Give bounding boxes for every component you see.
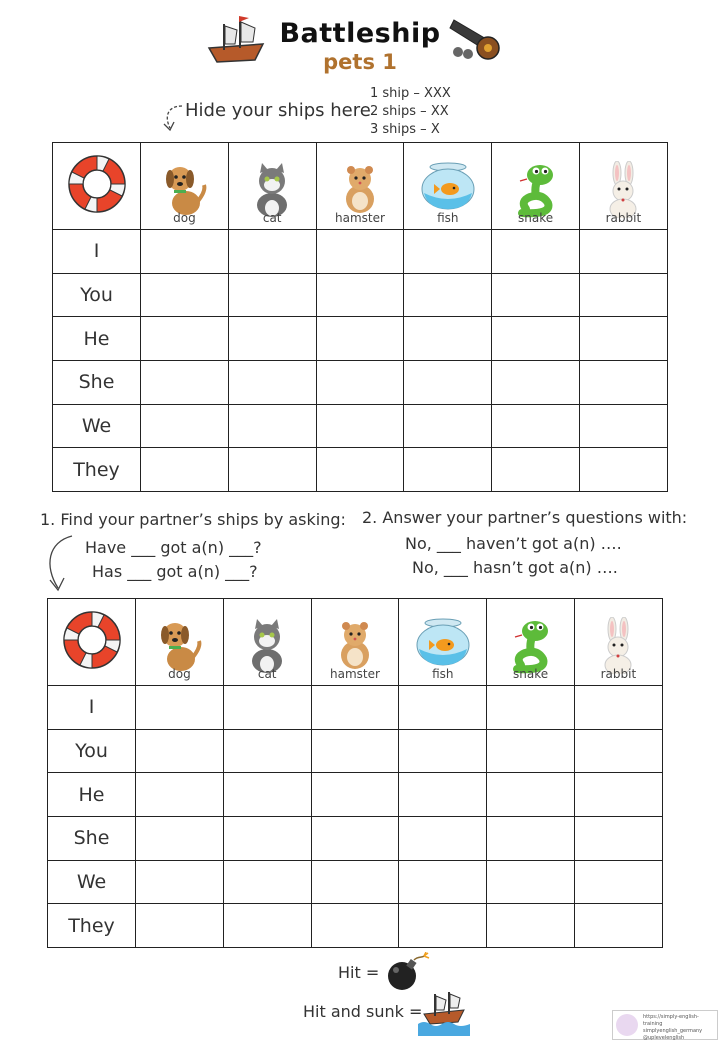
column-header-hamster: [316, 143, 404, 230]
grid-cell[interactable]: [404, 404, 492, 448]
pronoun-label: We: [53, 404, 141, 448]
grid-cell[interactable]: [136, 686, 224, 730]
logo-line-2: simplyenglish_germany: [643, 1028, 703, 1034]
column-header-rabbit: [574, 599, 662, 686]
hide-ships-label: Hide your ships here: [185, 100, 371, 121]
answer-hasnt: No, ___ hasn’t got a(n) ….: [412, 558, 618, 577]
grid-cell[interactable]: [492, 230, 580, 274]
logo-line-1: https://simply-english-training: [643, 1014, 699, 1027]
grid-cell[interactable]: [579, 230, 667, 274]
grid-cell[interactable]: [311, 860, 399, 904]
table-row: [48, 686, 663, 730]
grid-cell[interactable]: [316, 404, 404, 448]
grid-cell[interactable]: [487, 817, 575, 861]
pet-label: snake: [513, 667, 549, 681]
grid-cell[interactable]: [487, 773, 575, 817]
grid-cell[interactable]: [141, 230, 229, 274]
hit-label: Hit =: [338, 963, 380, 982]
column-header-cat: [228, 143, 316, 230]
grid-cell[interactable]: [404, 361, 492, 405]
grid-cell[interactable]: [136, 773, 224, 817]
grid-cell[interactable]: [316, 273, 404, 317]
grid-cell[interactable]: [399, 860, 487, 904]
grid-cell[interactable]: [574, 860, 662, 904]
grid-cell[interactable]: [404, 273, 492, 317]
pronoun-label: She: [53, 361, 141, 405]
grid-cell[interactable]: [487, 686, 575, 730]
snake-icon: [487, 611, 574, 674]
logo-badge-icon: [616, 1014, 638, 1036]
grid-cell[interactable]: [399, 817, 487, 861]
grid-cell[interactable]: [223, 729, 311, 773]
grid-cell[interactable]: [399, 729, 487, 773]
grid-cell[interactable]: [492, 317, 580, 361]
table-row: [48, 729, 663, 773]
instruction-find: 1. Find your partner’s ships by asking:: [40, 510, 346, 529]
grid-cell[interactable]: [223, 686, 311, 730]
grid-cell[interactable]: [487, 860, 575, 904]
pronoun-label: She: [48, 817, 136, 861]
column-header-fish: [404, 143, 492, 230]
grid-cell[interactable]: [574, 686, 662, 730]
cat-icon: [224, 611, 311, 674]
life-ring-icon: [53, 143, 141, 230]
table-row: [53, 230, 668, 274]
column-header-dog: [141, 143, 229, 230]
battleship-table-1: [52, 142, 668, 492]
grid-cell[interactable]: [574, 773, 662, 817]
grid-cell[interactable]: [404, 230, 492, 274]
life-ring-icon: [48, 599, 136, 686]
table-row: [53, 404, 668, 448]
pet-label: rabbit: [600, 667, 637, 681]
pronoun-label: I: [53, 230, 141, 274]
grid-cell[interactable]: [311, 817, 399, 861]
pronoun-label: You: [48, 729, 136, 773]
grid-cell[interactable]: [404, 448, 492, 492]
dog-icon: [136, 611, 223, 674]
legend-line-3: 3 ships – X: [370, 122, 440, 137]
snake-icon: [492, 155, 579, 218]
battleship-table-2: [47, 598, 663, 948]
grid-cell[interactable]: [228, 273, 316, 317]
grid-cell[interactable]: [136, 904, 224, 948]
grid-cell[interactable]: [141, 361, 229, 405]
column-header-rabbit: [579, 143, 667, 230]
column-header-cat: [223, 599, 311, 686]
grid-cell[interactable]: [311, 686, 399, 730]
grid-cell[interactable]: [492, 448, 580, 492]
dog-icon: [141, 155, 228, 218]
column-header-hamster: [311, 599, 399, 686]
grid-cell[interactable]: [228, 404, 316, 448]
grid-cell[interactable]: [136, 860, 224, 904]
column-header-fish: [399, 599, 487, 686]
grid-cell[interactable]: [492, 273, 580, 317]
grid-cell[interactable]: [223, 773, 311, 817]
instruction-answer: 2. Answer your partner’s questions with:: [362, 508, 688, 527]
fishbowl-icon: [404, 155, 491, 218]
pronoun-label: He: [53, 317, 141, 361]
pet-label: dog: [173, 211, 196, 225]
question-has: Has ___ got a(n) ___?: [92, 562, 258, 581]
sinking-ship-icon: [418, 988, 470, 1040]
table-row: [48, 860, 663, 904]
cat-icon: [229, 155, 316, 218]
grid-cell[interactable]: [141, 404, 229, 448]
grid-cell[interactable]: [228, 361, 316, 405]
hamster-icon: [317, 155, 404, 218]
grid-cell[interactable]: [579, 404, 667, 448]
table-row: [48, 817, 663, 861]
column-header-dog: [136, 599, 224, 686]
pet-label: fish: [437, 211, 459, 225]
answer-havent: No, ___ haven’t got a(n) ….: [405, 534, 622, 553]
grid-cell[interactable]: [574, 729, 662, 773]
table-row: [53, 273, 668, 317]
grid-cell[interactable]: [311, 729, 399, 773]
grid-cell[interactable]: [579, 273, 667, 317]
table-row: [53, 317, 668, 361]
pet-label: cat: [257, 667, 277, 681]
grid-cell[interactable]: [399, 904, 487, 948]
fishbowl-icon: [399, 611, 486, 674]
pronoun-label: He: [48, 773, 136, 817]
pronoun-label: I: [48, 686, 136, 730]
grid-cell[interactable]: [141, 317, 229, 361]
grid-cell[interactable]: [228, 317, 316, 361]
grid-cell[interactable]: [487, 729, 575, 773]
table-row: [53, 361, 668, 405]
grid-cell[interactable]: [316, 448, 404, 492]
pronoun-label: We: [48, 860, 136, 904]
curved-arrow-icon: [158, 102, 186, 138]
header-cannon-icon: [448, 14, 508, 66]
rabbit-icon: [575, 611, 662, 674]
legend-line-1: 1 ship – XXX: [370, 86, 451, 101]
grid-cell[interactable]: [223, 904, 311, 948]
grid-cell[interactable]: [404, 317, 492, 361]
grid-cell[interactable]: [311, 904, 399, 948]
grid-cell[interactable]: [141, 273, 229, 317]
logo-line-3: @uplevelenglish: [643, 1035, 685, 1041]
grid-cell[interactable]: [399, 773, 487, 817]
question-have: Have ___ got a(n) ___?: [85, 538, 262, 557]
grid-cell[interactable]: [574, 904, 662, 948]
rabbit-icon: [580, 155, 667, 218]
hamster-icon: [312, 611, 399, 674]
grid-cell[interactable]: [579, 317, 667, 361]
grid-cell[interactable]: [492, 361, 580, 405]
grid-cell[interactable]: [136, 729, 224, 773]
table-row: [48, 904, 663, 948]
pet-label: dog: [168, 667, 191, 681]
pet-label: cat: [262, 211, 282, 225]
grid-cell[interactable]: [141, 448, 229, 492]
legend-line-2: 2 ships – XX: [370, 104, 449, 119]
grid-cell[interactable]: [316, 230, 404, 274]
pronoun-label: You: [53, 273, 141, 317]
grid-cell[interactable]: [579, 448, 667, 492]
grid-cell[interactable]: [492, 404, 580, 448]
page-title: Battleship: [279, 18, 441, 49]
grid-cell[interactable]: [136, 817, 224, 861]
grid-cell[interactable]: [487, 904, 575, 948]
grid-cell[interactable]: [228, 448, 316, 492]
grid-cell[interactable]: [223, 817, 311, 861]
brand-logo: [612, 1010, 718, 1040]
grid-cell[interactable]: [316, 361, 404, 405]
column-header-snake: [492, 143, 580, 230]
grid-cell[interactable]: [316, 317, 404, 361]
column-header-snake: [487, 599, 575, 686]
pet-label: hamster: [330, 667, 380, 681]
pronoun-label: They: [53, 448, 141, 492]
table-row: [48, 773, 663, 817]
page-subtitle: pets 1: [323, 50, 397, 74]
pet-label: hamster: [335, 211, 385, 225]
grid-cell[interactable]: [228, 230, 316, 274]
pet-label: snake: [518, 211, 554, 225]
pronoun-label: They: [48, 904, 136, 948]
grid-cell[interactable]: [399, 686, 487, 730]
grid-cell[interactable]: [311, 773, 399, 817]
hit-and-sunk-label: Hit and sunk =: [303, 1002, 423, 1021]
pet-label: rabbit: [605, 211, 642, 225]
grid-cell[interactable]: [579, 361, 667, 405]
grid-cell[interactable]: [574, 817, 662, 861]
table-row: [53, 448, 668, 492]
curved-arrow-icon: [40, 532, 76, 600]
pet-label: fish: [432, 667, 454, 681]
grid-cell[interactable]: [223, 860, 311, 904]
